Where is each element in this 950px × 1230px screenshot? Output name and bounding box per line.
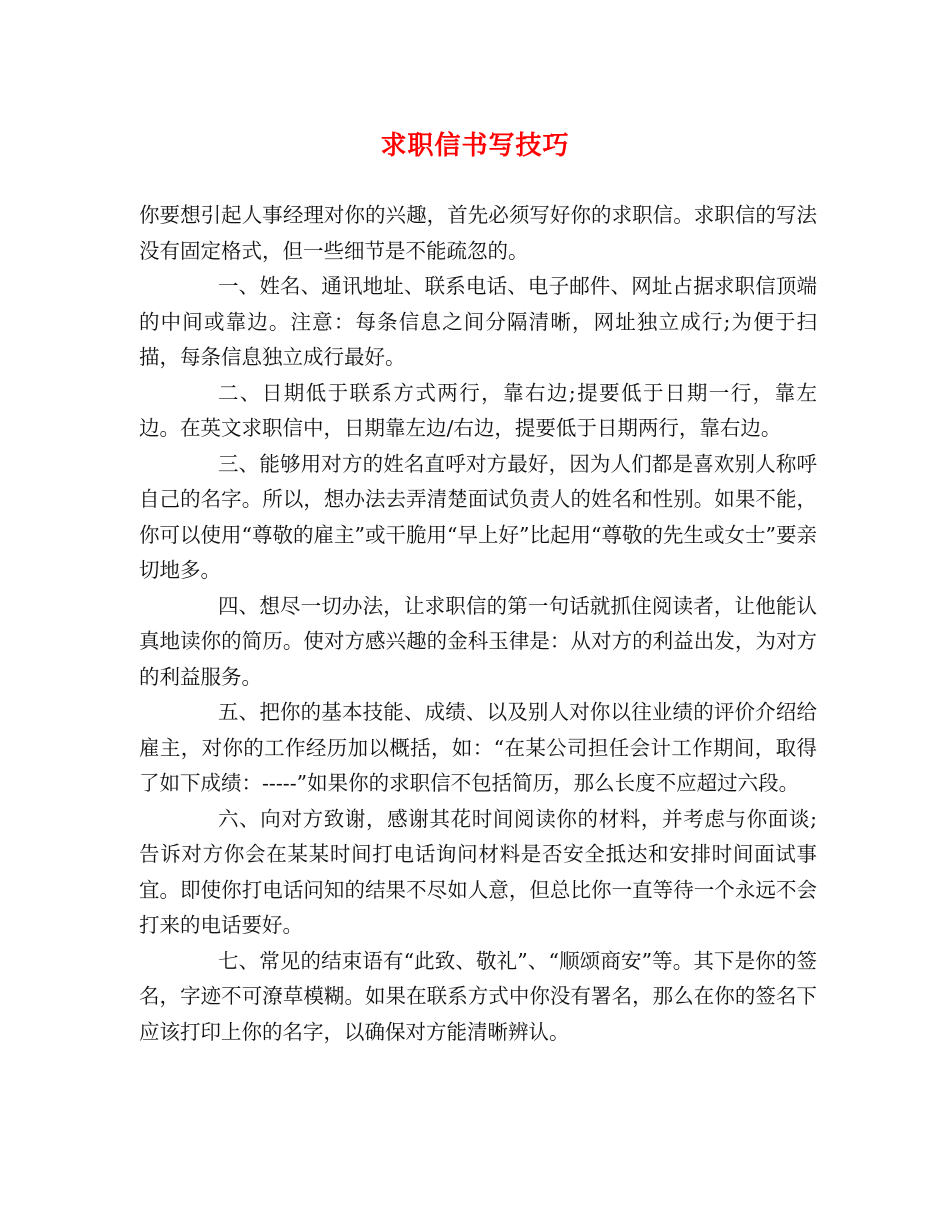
intro-paragraph: 你要想引起人事经理对你的兴趣，首先必须写好你的求职信。求职信的写法没有固定格式，但一些细节是不能疏忽的。 bbox=[139, 203, 817, 263]
paragraph-7: 七、常见的结束语有“此致、敬礼”、“顺颂商安”等。其下是你的签名，字迹不可潦草模糊。如果在联系方式中你没有署名，那么在你的签名下应该打印上你的名字，以确保对方能清晰辨认。 bbox=[139, 948, 817, 1044]
paragraph-4: 四、想尽一切办法，让求职信的第一句话就抓住阅读者，让他能认真地读你的简历。使对方感兴趣的金科玉律是：从对方的利益出发，为对方的利益服务。 bbox=[139, 593, 817, 689]
paragraph-2: 二、日期低于联系方式两行，靠右边;提要低于日期一行，靠左边。在英文求职信中，日期靠左边/右边，提要低于日期两行，靠右边。 bbox=[139, 380, 817, 440]
paragraph-3: 三、能够用对方的姓名直呼对方最好，因为人们都是喜欢别人称呼自己的名字。所以，想办法去弄清楚面试负责人的姓名和性别。如果不能，你可以使用“尊敬的雇主”或干脆用“早上好”比起用“尊敬的先生或女士”要亲切地多。 bbox=[139, 451, 817, 582]
document-title: 求职信书写技巧 bbox=[380, 131, 570, 161]
paragraph-6: 六、向对方致谢，感谢其花时间阅读你的材料，并考虑与你面谈;告诉对方你会在某某时间打电话询问材料是否安全抵达和安排时间面试事宜。即使你打电话问知的结果不尽如人意，但总比你一直等待一个永远不会打来的电话要好。 bbox=[139, 806, 817, 937]
paragraph-5: 五、把你的基本技能、成绩、以及别人对你以往业绩的评价介绍给雇主，对你的工作经历加以概括，如：“在某公司担任会计工作期间，取得了如下成绩：-----”如果你的求职信不包括简历，那么长度不应超过六段。 bbox=[139, 700, 817, 795]
paragraph-1: 一、姓名、通讯地址、联系电话、电子邮件、网址占据求职信顶端的中间或靠边。注意：每条信息之间分隔清晰，网址独立成行;为便于扫描，每条信息独立成行最好。 bbox=[139, 274, 817, 369]
document-body bbox=[139, 198, 817, 1050]
